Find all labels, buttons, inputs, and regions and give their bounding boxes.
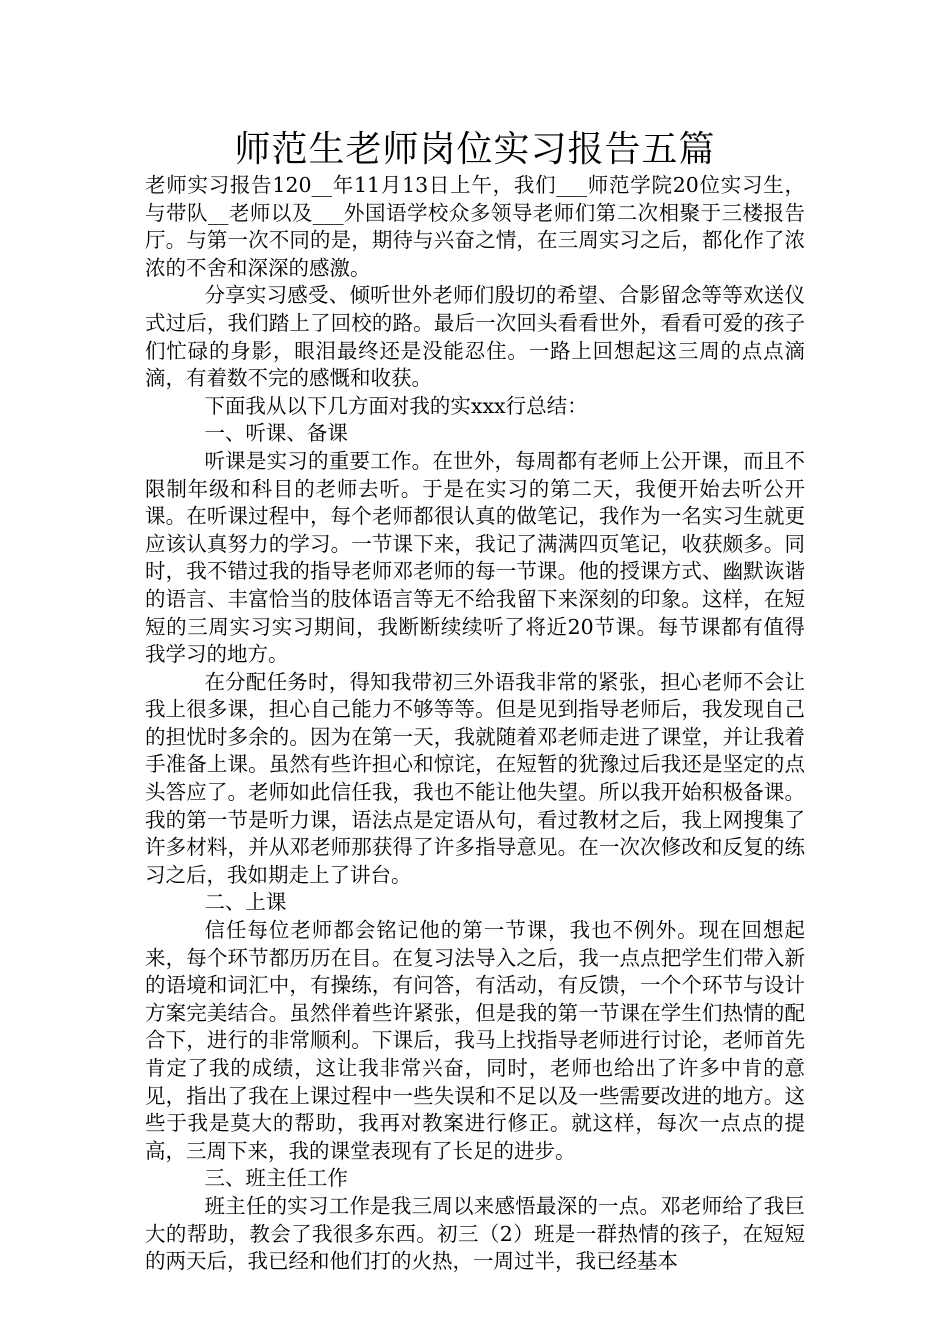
paragraph-first-lesson: 信任每位老师都会铭记他的第一节课，我也不例外。现在回想起来，每个环节都历历在目。在复习法导入之后，我一点点把学生们带入新的语境和词汇中，有操练，有问答，有活动，有反馈，一个个环节与设计方案完美结合。虽然伴着些许紧张，但是我的第一节课在学生们热情的配合下，进行的非常顺利。下课后，我马上找指导老师进行讨论，老师首先肯定了我的成绩，这让我非常兴奋，同时，老师也给出了许多中肯的意见，指出了我在上课过程中一些失误和不足以及一些需要改进的地方。这些于我是莫大的帮助，我再对教案进行修正。就这样，每次一点点的提高，三周下来，我的课堂表现有了长足的进步。 — [145, 918, 805, 1163]
paragraph-preparing-lessons: 在分配任务时，得知我带初三外语我非常的紧张，担心老师不会让我上很多课，担心自己能力不够等等。但是见到指导老师后，我发现自己的担忧时多余的。因为在第一天，我就随着邓老师走进了课堂，并让我着手准备上课。虽然有些许担心和惊诧，在短暂的犹豫过后我还是坚定的点头答应了。老师如此信任我，我也不能让他失望。所以我开始积极备课。我的第一节是听力课，语法点是定语从句，看过教材之后，我上网搜集了许多材料，并从邓老师那获得了许多指导意见。在一次次修改和反复的练习之后，我如期走上了讲台。 — [145, 669, 805, 887]
document-page — [145, 128, 805, 1276]
paragraph-intro: 老师实习报告120__年11月13日上午，我们___师范学院20位实习生，与带队__老师以及___外国语学校众多领导老师们第二次相聚于三楼报告厅。与第一次不同的是，期待与兴奋之情，在三周实习之后，都化作了浓浓的不舍和深深的感激。 — [145, 173, 805, 280]
paragraph-observing-classes: 听课是实习的重要工作。在世外，每周都有老师上公开课，而且不限制年级和科目的老师去听。于是在实习的第二天，我便开始去听公开课。在听课过程中，每个老师都很认真的做笔记，我作为一名实习生就更应该认真努力的学习。一节课下来，我记了满满四页笔记，收获颇多。同时，我不错过我的指导老师邓老师的每一节课。他的授课方式、幽默诙谐的语言、丰富恰当的肢体语言等无不给我留下来深刻的印象。这样，在短短的三周实习实习期间，我断断续续听了将近20节课。每节课都有值得我学习的地方。 — [145, 448, 805, 667]
paragraph-class-teacher-work: 班主任的实习工作是我三周以来感悟最深的一点。邓老师给了我巨大的帮助，教会了我很多东西。初三（2）班是一群热情的孩子，在短短的两天后，我已经和他们打的火热，一周过半，我已经基本 — [145, 1193, 805, 1274]
document-title: 师范生老师岗位实习报告五篇 — [234, 129, 716, 170]
section-heading-class-teacher: 三、班主任工作 — [204, 1166, 348, 1191]
section-heading-lesson-prep: 一、听课、备课 — [204, 421, 348, 446]
paragraph-summary-lead: 下面我从以下几方面对我的实xxx行总结： — [204, 393, 588, 418]
paragraph-farewell: 分享实习感受、倾听世外老师们殷切的希望、合影留念等等欢送仪式过后，我们踏上了回校的路。最后一次回头看看世外，看看可爱的孩子们忙碌的身影，眼泪最终还是没能忍住。一路上回想起这三周的点点滴滴，有着数不完的感慨和收获。 — [145, 283, 805, 391]
section-heading-teaching: 二、上课 — [204, 890, 287, 915]
